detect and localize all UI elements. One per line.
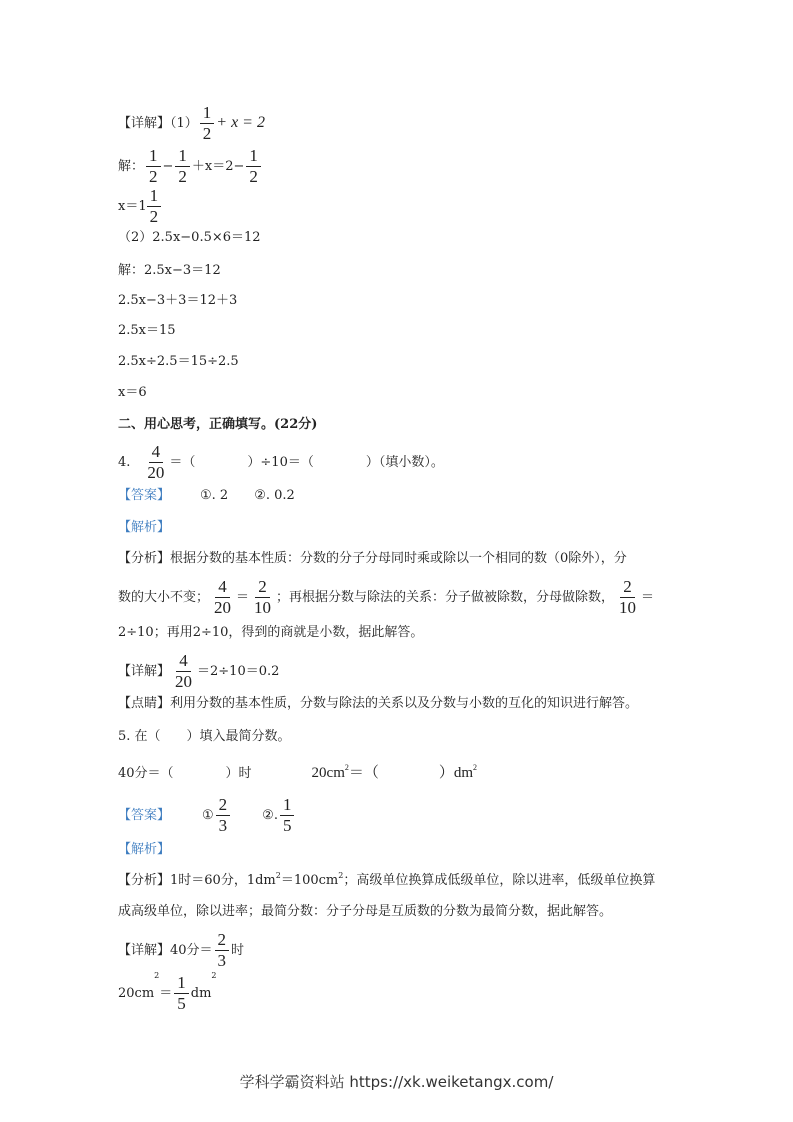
q5-answer [118,796,296,835]
q4-analysis-line1: 【分析】根据分数的基本性质：分数的分子分母同时乘或除以一个相同的数（0除外），分 [118,551,627,566]
text: 数的大小不变； [118,589,210,605]
answer-tag: 【答案】 [118,807,171,823]
fraction: $\frac{1}{2}$ [146,147,161,186]
footer-watermark: 学科学霸资料站 https://xk.weiketangx.com/ [239,1073,554,1091]
q3-p2-line1: 解：2.5x−3＝12 [118,263,221,278]
question-rest: ＝（ ）÷10＝（ ）（填小数）。 [169,454,444,470]
q5-part-b: $20cm^2=$（ ）$dm^2$ [311,763,478,781]
equation-rest: + x = 2 [216,113,265,131]
q4-stem [118,443,444,482]
answer-tag: 【答案】 [118,488,171,503]
q4-analysis-line3: 2÷10；再用2÷10，得到的商就是小数，据此解答。 [118,625,424,640]
operator: ＝ [641,589,655,605]
superscript: 2 [338,871,344,880]
q5-part-a: 40分＝（ ）时 [118,766,252,781]
answer-mark: ②. [262,807,278,823]
answer-text: ①. 2 ②. 0.2 [200,488,295,503]
unit: dm [190,985,212,1001]
text: 20cm [118,985,155,1001]
fraction: $\frac{1}{2}$ [147,187,162,226]
q3-p2-line4: 2.5x÷2.5＝15÷2.5 [118,354,239,369]
detail-tag: 【详解】40分＝ [118,942,213,958]
q5-analysis-tag: 【解析】 [118,842,171,857]
detail-tag: 【详解】（1） [118,115,198,131]
q4-detail [118,652,279,691]
text: ；再根据分数与除法的关系：分子做被除数，分母做除数， [276,589,615,605]
fraction: $\frac{1}{2}$ [175,147,190,186]
q3-part2: （2）2.5x−0.5×6＝12 [118,230,261,245]
step-label: 解： [118,158,145,174]
q4-comment: 【点睛】利用分数的基本性质，分数与除法的关系以及分数与小数的互化的知识进行解答。 [118,696,639,711]
fraction: $\frac{1}{2}$ [200,104,215,143]
text: ；高级单位换算成低级单位，除以进率，低级单位换算 [343,873,656,888]
text: ＝2÷10＝0.2 [197,663,280,679]
q5-stem: 5. 在（ ）填入最简分数。 [118,729,291,744]
fraction: $\frac{4}{20}$ [175,651,193,691]
superscript: 2 [154,971,160,980]
q4-analysis-line2 [118,578,654,617]
fraction: $\frac{2}{3}$ [215,931,230,970]
q3-detail-line [118,104,265,143]
fraction: $\frac{2}{10}$ [619,577,637,617]
q5-line [118,763,478,781]
fraction: $\frac{2}{3}$ [216,796,231,835]
detail-tag: 【详解】 [118,663,171,679]
operator: ＝ [236,589,250,605]
equation-mid: ＋x＝2− [191,158,245,174]
answer-mark: ① [202,807,214,823]
q4-answer [118,489,295,502]
mixed-whole: x＝1 [118,198,147,214]
q5-analysis-line2: 成高级单位，除以进率；最简分数：分子分母是互质数的分数为最简分数，据此解答。 [118,904,613,919]
text: ＝100cm [280,873,339,888]
q5-analysis-line1 [118,871,656,888]
q3-p2-line2: 2.5x−3＋3＝12＋3 [118,293,238,308]
fraction: $\frac{2}{10}$ [254,577,272,617]
q5-detail1 [118,931,244,970]
superscript: 2 [275,871,281,880]
q3-step2 [118,187,163,226]
question-number: 4. [118,454,131,470]
superscript: 2 [211,971,217,980]
operator: ＝ [159,985,173,1001]
section-title: 二、用心思考，正确填写。(22分) [118,417,318,432]
unit: 时 [231,942,245,958]
fraction: $\frac{1}{2}$ [246,147,261,186]
fraction: $\frac{1}{5}$ [174,974,189,1013]
operator: − [162,158,174,174]
fraction: $\frac{4}{20}$ [214,577,232,617]
q3-p2-line5: x＝6 [118,385,147,400]
text: 【分析】1时＝60分，1dm [118,873,276,888]
q4-analysis-tag: 【解析】 [118,520,171,535]
fraction: $\frac{1}{5}$ [280,796,295,835]
fraction: $\frac{4}{20}$ [147,442,165,482]
q3-step1 [118,147,263,186]
q5-detail2 [118,971,217,1013]
q3-p2-line3: 2.5x＝15 [118,323,176,338]
